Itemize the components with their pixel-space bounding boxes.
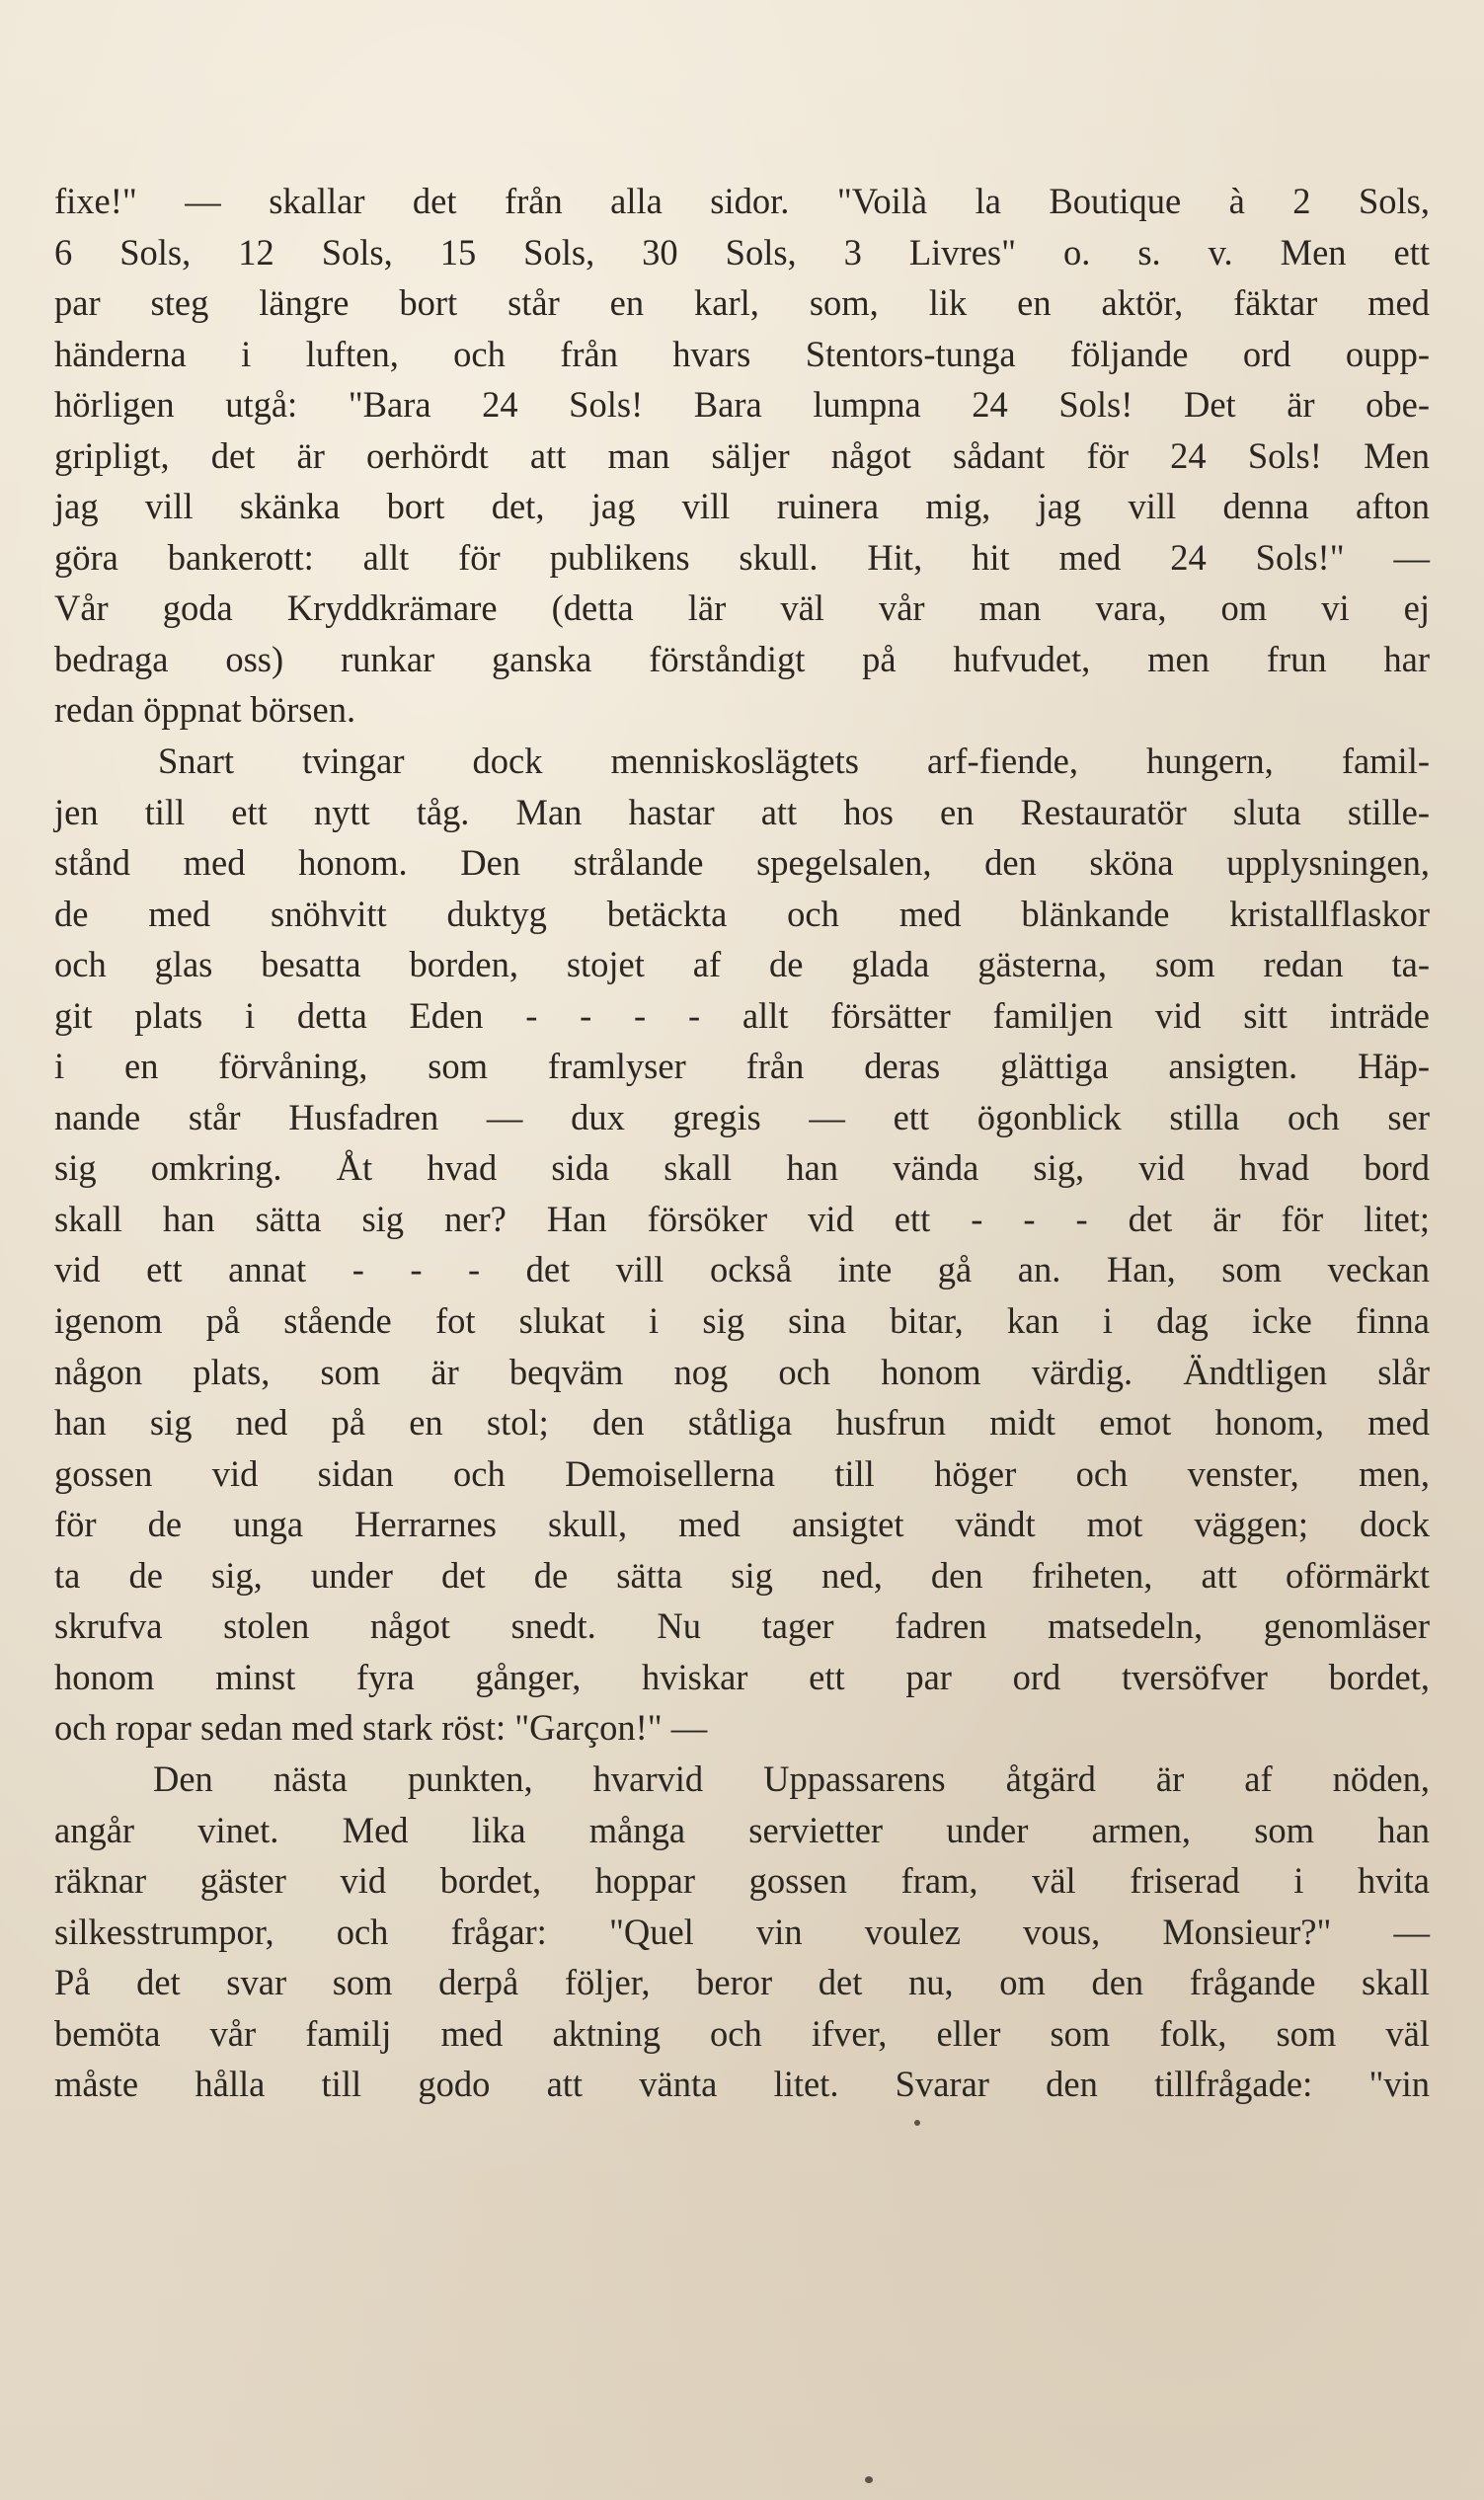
text-line: honom minst fyra gånger, hviskar ett par ord tversöfver bordet, [54, 1656, 1430, 1697]
text-line: ta de sig, under det de sätta sig ned, den friheten, att oförmärkt [54, 1554, 1430, 1596]
text-line: 6 Sols, 12 Sols, 15 Sols, 30 Sols, 3 Livres" o. s. v. Men ett [54, 231, 1430, 273]
text-line: redan öppnat börsen. [54, 689, 356, 731]
text-line: och glas besatta borden, stojet af de glada gästerna, som redan ta- [54, 944, 1430, 985]
text-line: i en förvåning, som framlyser från deras glättiga ansigten. Häp- [54, 1046, 1430, 1087]
text-line: någon plats, som är beqväm nog och honom värdig. Ändtligen slår [54, 1351, 1430, 1392]
text-line: skall han sätta sig ner? Han försöker vid ett - - - det är för litet; [54, 1198, 1430, 1239]
text-line: vid ett annat - - - det vill också inte gå an. Han, som veckan [54, 1249, 1430, 1290]
text-line: måste hålla till godo att vänta litet. Svarar den tillfrågade: "vin [54, 2064, 1430, 2105]
text-line: de med snöhvitt duktyg betäckta och med blänkande kristallflaskor [54, 893, 1430, 934]
text-line: par steg längre bort står en karl, som, lik en aktör, fäktar med [54, 282, 1430, 324]
text-line: hörligen utgå: "Bara 24 Sols! Bara lumpna 24 Sols! Det är obe- [54, 384, 1430, 426]
text-line: jen till ett nytt tåg. Man hastar att hos en Restauratör sluta stille- [54, 791, 1430, 832]
text-line: fixe!" — skallar det från alla sidor. "Voilà la Boutique à 2 Sols, [54, 181, 1430, 221]
text-line: silkesstrumpor, och frågar: "Quel vin voulez vous, Monsieur?" — [54, 1911, 1430, 1952]
text-line: Vår goda Kryddkrämare (detta lär väl vår man vara, om vi ej [54, 587, 1430, 629]
paper-speck [914, 2120, 920, 2126]
text-line: gripligt, det är oerhördt att man säljer något sådant för 24 Sols! Men [54, 434, 1430, 476]
text-line: stånd med honom. Den strålande spegelsalen, den sköna upplysningen, [54, 842, 1430, 884]
text-line: för de unga Herrarnes skull, med ansigtet vändt mot väggen; dock [54, 1504, 1430, 1545]
paragraph-start-line: Snart tvingar dock menniskoslägtets arf-fiende, hungern, famil- [158, 741, 1430, 782]
text-line: angår vinet. Med lika många servietter under armen, som han [54, 1809, 1430, 1850]
text-line: bedraga oss) runkar ganska förståndigt på hufvudet, men frun har [54, 638, 1430, 679]
text-line: händerna i luften, och från hvars Stentors-tunga följande ord oupp- [54, 333, 1430, 374]
text-line: göra bankerott: allt för publikens skull. Hit, hit med 24 Sols!" — [54, 536, 1430, 578]
text-line: igenom på stående fot slukat i sig sina bitar, kan i dag icke finna [54, 1300, 1430, 1342]
text-line: räknar gäster vid bordet, hoppar gossen fram, väl friserad i hvita [54, 1860, 1430, 1902]
text-line: jag vill skänka bort det, jag vill ruinera mig, jag vill denna afton [54, 486, 1430, 527]
text-line: bemöta vår familj med aktning och ifver, eller som folk, som väl [54, 2012, 1430, 2054]
text-line: skrufva stolen något snedt. Nu tager fadren matsedeln, genomläser [54, 1605, 1430, 1647]
text-line: På det svar som derpå följer, beror det nu, om den frågande skall [54, 1962, 1430, 2003]
paper-speck [865, 2476, 873, 2483]
page-text [54, 176, 1430, 2110]
text-line: han sig ned på en stol; den ståtliga husfrun midt emot honom, med [54, 1402, 1430, 1444]
text-line: och ropar sedan med stark röst: "Garçon!" — [54, 1707, 708, 1749]
text-line: gossen vid sidan och Demoisellerna till höger och venster, men, [54, 1452, 1430, 1494]
text-line: nande står Husfadren — dux gregis — ett ögonblick stilla och ser [54, 1096, 1430, 1137]
text-line: sig omkring. Åt hvad sida skall han vända sig, vid hvad bord [54, 1147, 1430, 1189]
text-line: git plats i detta Eden - - - - allt försätter familjen vid sitt inträde [54, 994, 1430, 1036]
paragraph-start-line: Den nästa punkten, hvarvid Uppassarens åtgärd är af nöden, [153, 1758, 1430, 1799]
